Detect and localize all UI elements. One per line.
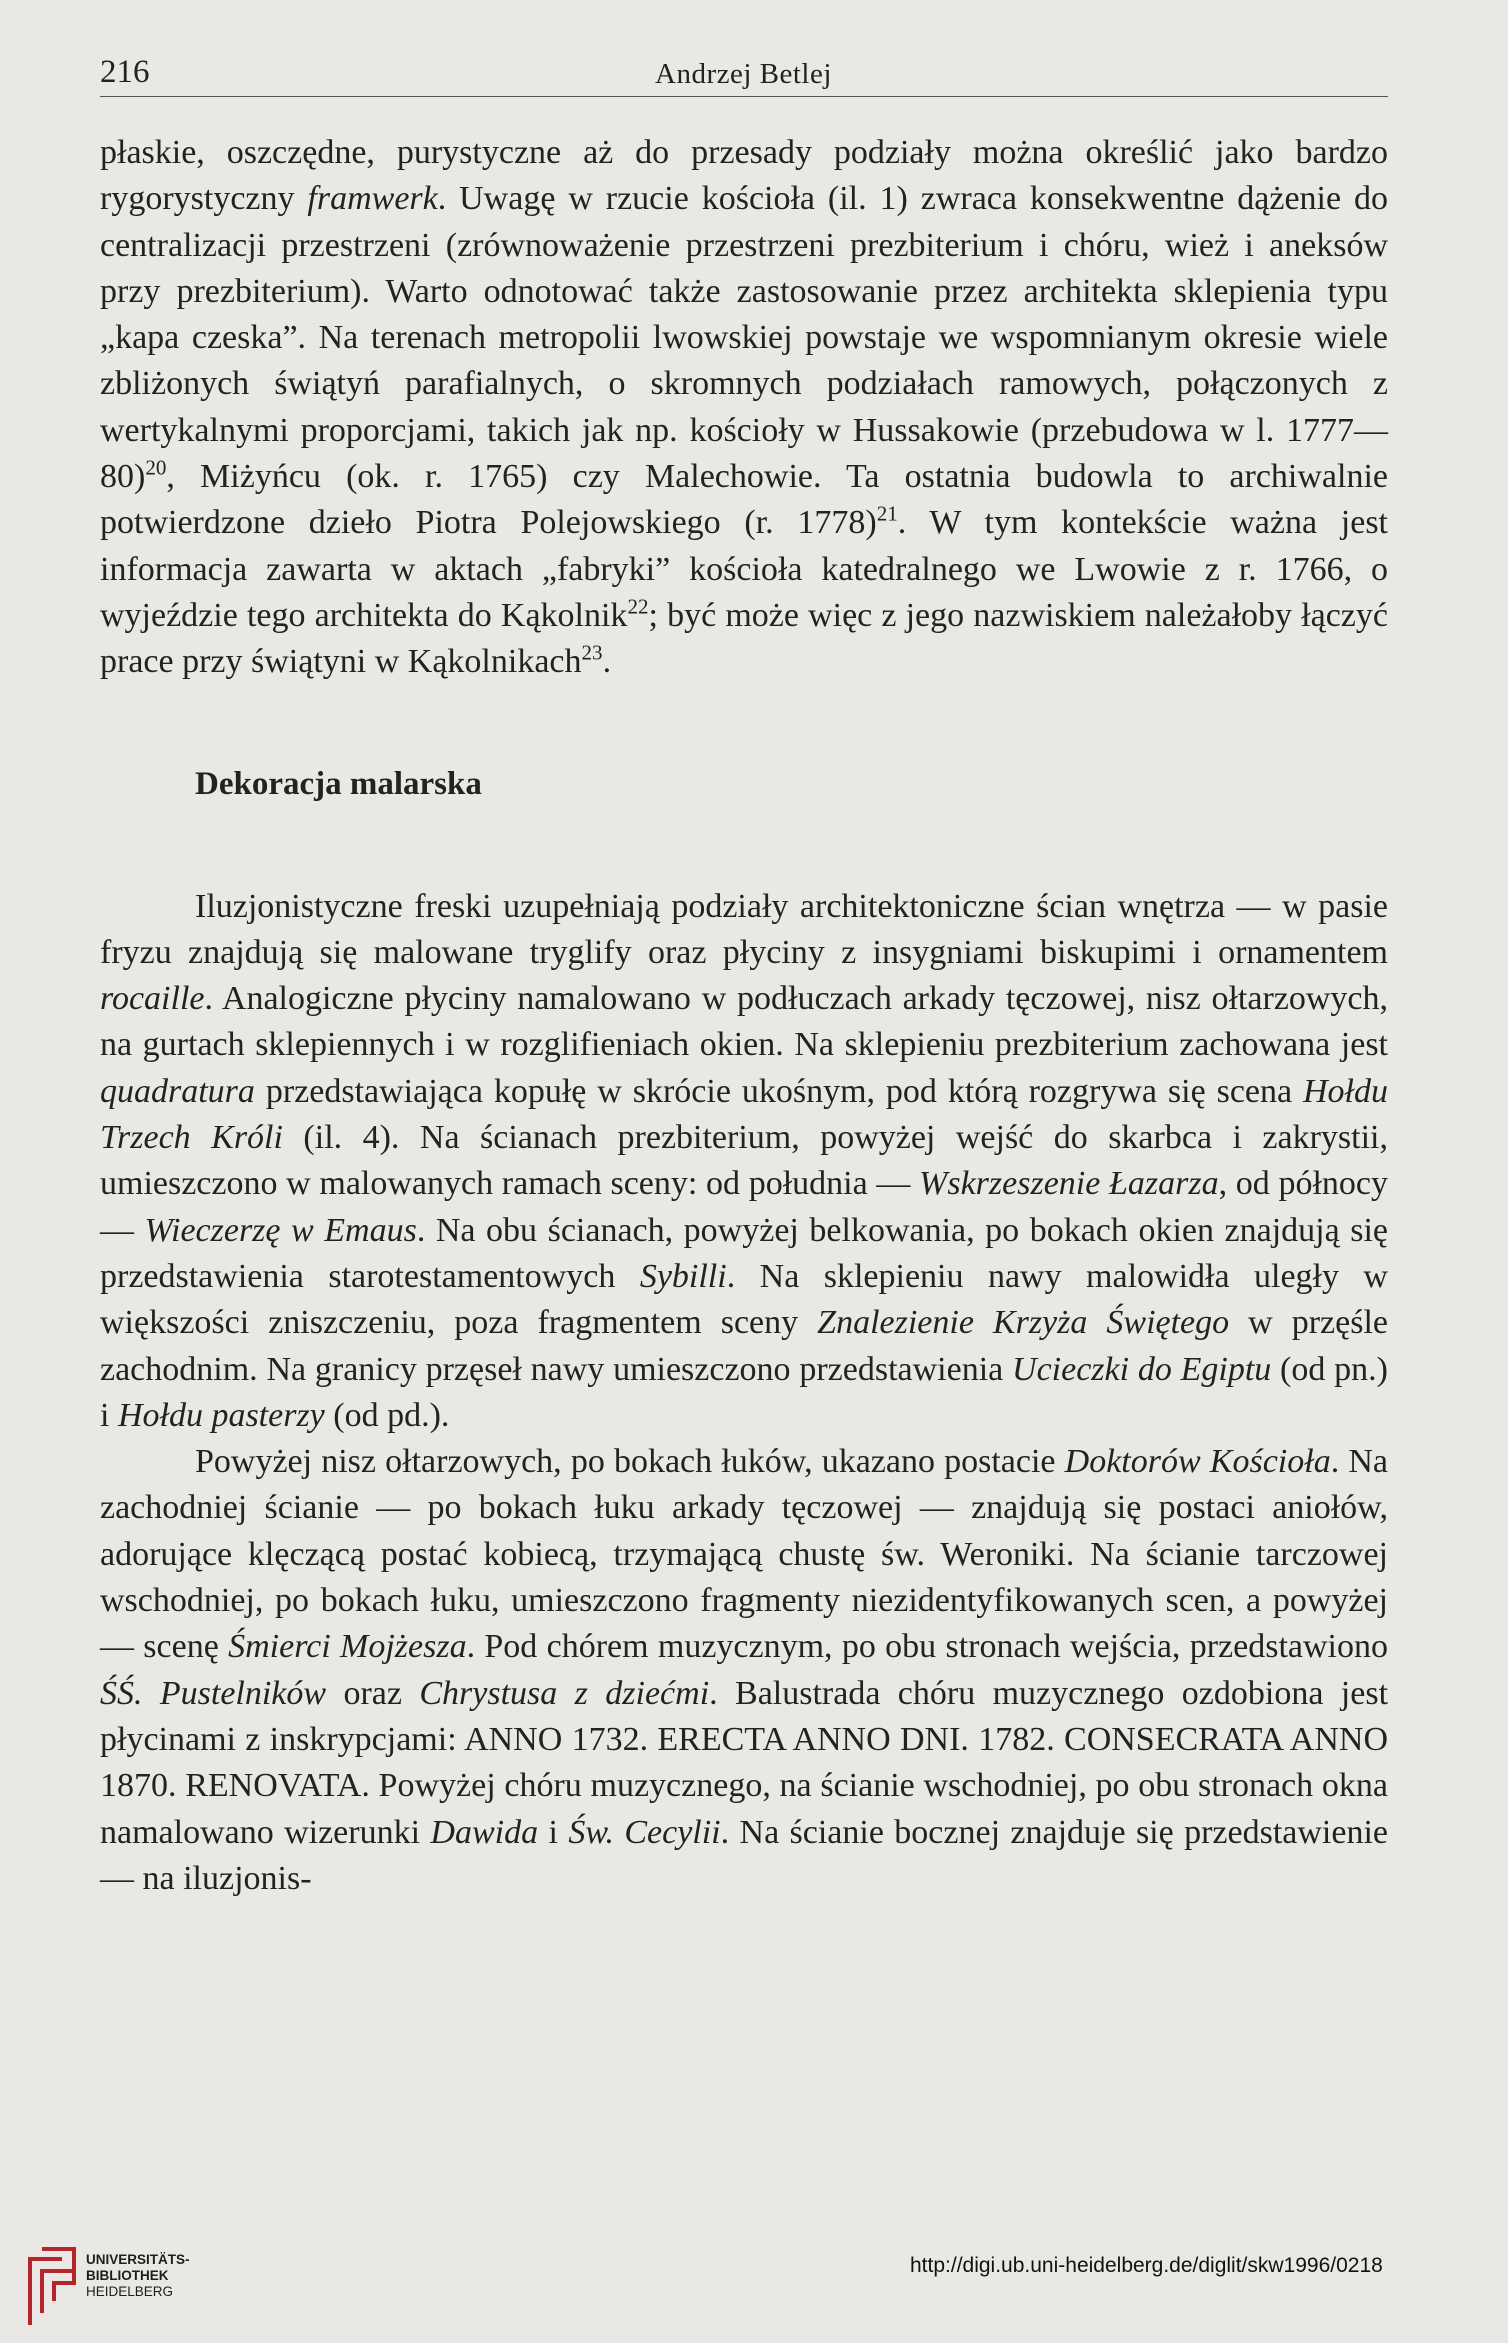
text-run: oraz	[326, 1674, 420, 1712]
italic-title: framwerk	[307, 180, 438, 218]
section-heading: Dekoracja malarska	[195, 765, 482, 802]
running-head: Andrzej Betlej	[655, 58, 832, 90]
text-run: , Miżyńcu (ok. r. 1765) czy Malechowie. Ta ostatnia budowla to archiwalnie potwierdzone dzieło Piotra Polejowskiego (r. 1778)	[100, 458, 1388, 542]
text-run: . Analogiczne płyciny namalowano w podłuczach arkady tęczowej, nisz ołtarzowych, na gurtach sklepiennych i w rozglifieniach okien. Na sklepieniu prezbiterium zachowana jest	[100, 980, 1388, 1064]
footnote-ref: 20	[145, 455, 167, 480]
italic-title: Hołdu Trzech Króli	[100, 1072, 1388, 1157]
italic-title: Wieczerzę w Emaus	[144, 1211, 417, 1249]
text-run: , od północy —	[100, 1165, 1388, 1249]
header-rule	[100, 96, 1388, 97]
italic-title: Chrystusa z dziećmi	[419, 1674, 710, 1712]
text-run: .	[602, 643, 612, 681]
footnote-ref: 21	[876, 502, 898, 527]
text-run: (od pn.) i	[100, 1350, 1388, 1434]
library-logo-icon	[22, 2243, 78, 2332]
italic-title: Dawida	[430, 1813, 539, 1851]
paragraph	[100, 1439, 1388, 1902]
italic-title: Św. Cecylii	[568, 1813, 721, 1851]
library-name-line: BIBLIOTHEK	[86, 2268, 169, 2283]
italic-title: Ucieczki do Egiptu	[1012, 1350, 1272, 1388]
text-run: . W tym kontekście ważna jest informacja zawarta w aktach „fabryki” kościoła katedralnego we Lwowie z r. 1766, o wyjeździe tego architekta do Kąkolnik	[100, 504, 1388, 634]
text-run: . Na zachodniej ścianie — po bokach łuku arkady tęczowej — znajdują się postaci aniołów, adorujące klęczącą postać kobiecą, trzymającą chustę św. Weroniki. Na ścianie tarczowej wschodniej, po bokach łuku, umieszczono fragmenty niezidentyfikowanych scen, a powyżej — scenę	[100, 1443, 1388, 1666]
italic-title: ŚŚ. Pustelników	[100, 1674, 327, 1712]
text-run: Powyżej nisz ołtarzowych, po bokach łuków, ukazano postacie	[195, 1443, 1065, 1481]
text-run: i	[538, 1813, 569, 1851]
text-run: . Balustrada chóru muzycznego ozdobiona jest płycinami z inskrypcjami: ANNO 1732. ERECTA ANNO DNI. 1782. CONSECRATA ANNO 1870. RENOVATA. Powyżej chóru muzycznego, na ścianie wschodniej, po obu stronach okna namalowano wizerunki	[100, 1674, 1389, 1851]
text-run: . Pod chórem muzycznym, po obu stronach wejścia, przedstawiono	[466, 1628, 1388, 1666]
text-run: ; być może więc z jego nazwiskiem należałoby łączyć prace przy świątyni w Kąkolnikach	[100, 596, 1388, 681]
italic-title: Doktorów Kościoła	[1064, 1443, 1331, 1481]
library-name	[86, 2252, 190, 2300]
italic-title: Znalezienie Krzyża Świętego	[817, 1304, 1230, 1342]
text-run: . Uwagę w rzucie kościoła (il. 1) zwraca konsekwentne dążenie do centralizacji przestrzeni (zrównoważenie przestrzeni prezbiterium i chóru, wież i aneksów przy prezbiterium). Warto odnotować także zastosowanie przez architekta sklepienia typu „kapa czeska”. Na terenach metropolii lwowskiej powstaje we wspomnianym okresie wiele zbliżonych świątyń parafialnych, o skromnych podziałach ramowych, połączonych z wertykalnymi proporcjami, takich jak np. kościoły w Hussakowie (przebudowa w l. 1777—80)	[100, 180, 1388, 496]
italic-title: Sybilli	[639, 1257, 727, 1295]
source-url-link[interactable]: http://digi.ub.uni-heidelberg.de/diglit/skw1996/0218	[910, 2254, 1383, 2277]
library-name-line: UNIVERSITÄTS-	[86, 2252, 190, 2267]
text-run: w przęśle zachodnim. Na granicy przęseł nawy umieszczono przedstawienia	[100, 1304, 1388, 1388]
text-run: (od pd.).	[324, 1396, 450, 1434]
page-number: 216	[100, 54, 150, 90]
text-run: . Na ścianie bocznej znajduje się przedstawienie — na iluzjonis-	[100, 1813, 1388, 1897]
italic-title: Śmierci Mojżesza	[228, 1628, 467, 1666]
paragraph	[100, 130, 1388, 686]
italic-title: Hołdu pasterzy	[117, 1396, 325, 1434]
italic-title: rocaille	[100, 980, 205, 1018]
text-run: przedstawiająca kopułę w skrócie ukośnym, pod którą rozgrywa się scena	[254, 1072, 1303, 1110]
italic-title: Wskrzeszenie Łazarza	[919, 1165, 1219, 1203]
library-name-line: HEIDELBERG	[86, 2284, 174, 2299]
paragraph	[100, 884, 1388, 1440]
footnote-ref: 23	[581, 640, 603, 665]
body-text	[100, 130, 1388, 1902]
text-run: Iluzjonistyczne freski uzupełniają podziały architektoniczne ścian wnętrza — w pasie fryzu znajdują się malowane tryglify oraz płyciny z insygniami biskupimi i ornamentem	[100, 887, 1388, 971]
text-run: płaskie, oszczędne, purystyczne aż do przesady podziały można określić jako bardzo rygorystyczny	[100, 134, 1388, 218]
text-run: . Na sklepieniu nawy malowidła uległy w większości zniszczeniu, poza fragmentem sceny	[100, 1257, 1388, 1342]
italic-title: quadratura	[100, 1072, 255, 1110]
footnote-ref: 22	[627, 594, 649, 619]
text-run: . Na obu ścianach, powyżej belkowania, po bokach okien znajdują się przedstawienia starotestamentowych	[100, 1211, 1388, 1295]
text-run: (il. 4). Na ścianach prezbiterium, powyżej wejść do skarbca i zakrystii, umieszczono w malowanych ramach sceny: od południa —	[100, 1119, 1388, 1203]
